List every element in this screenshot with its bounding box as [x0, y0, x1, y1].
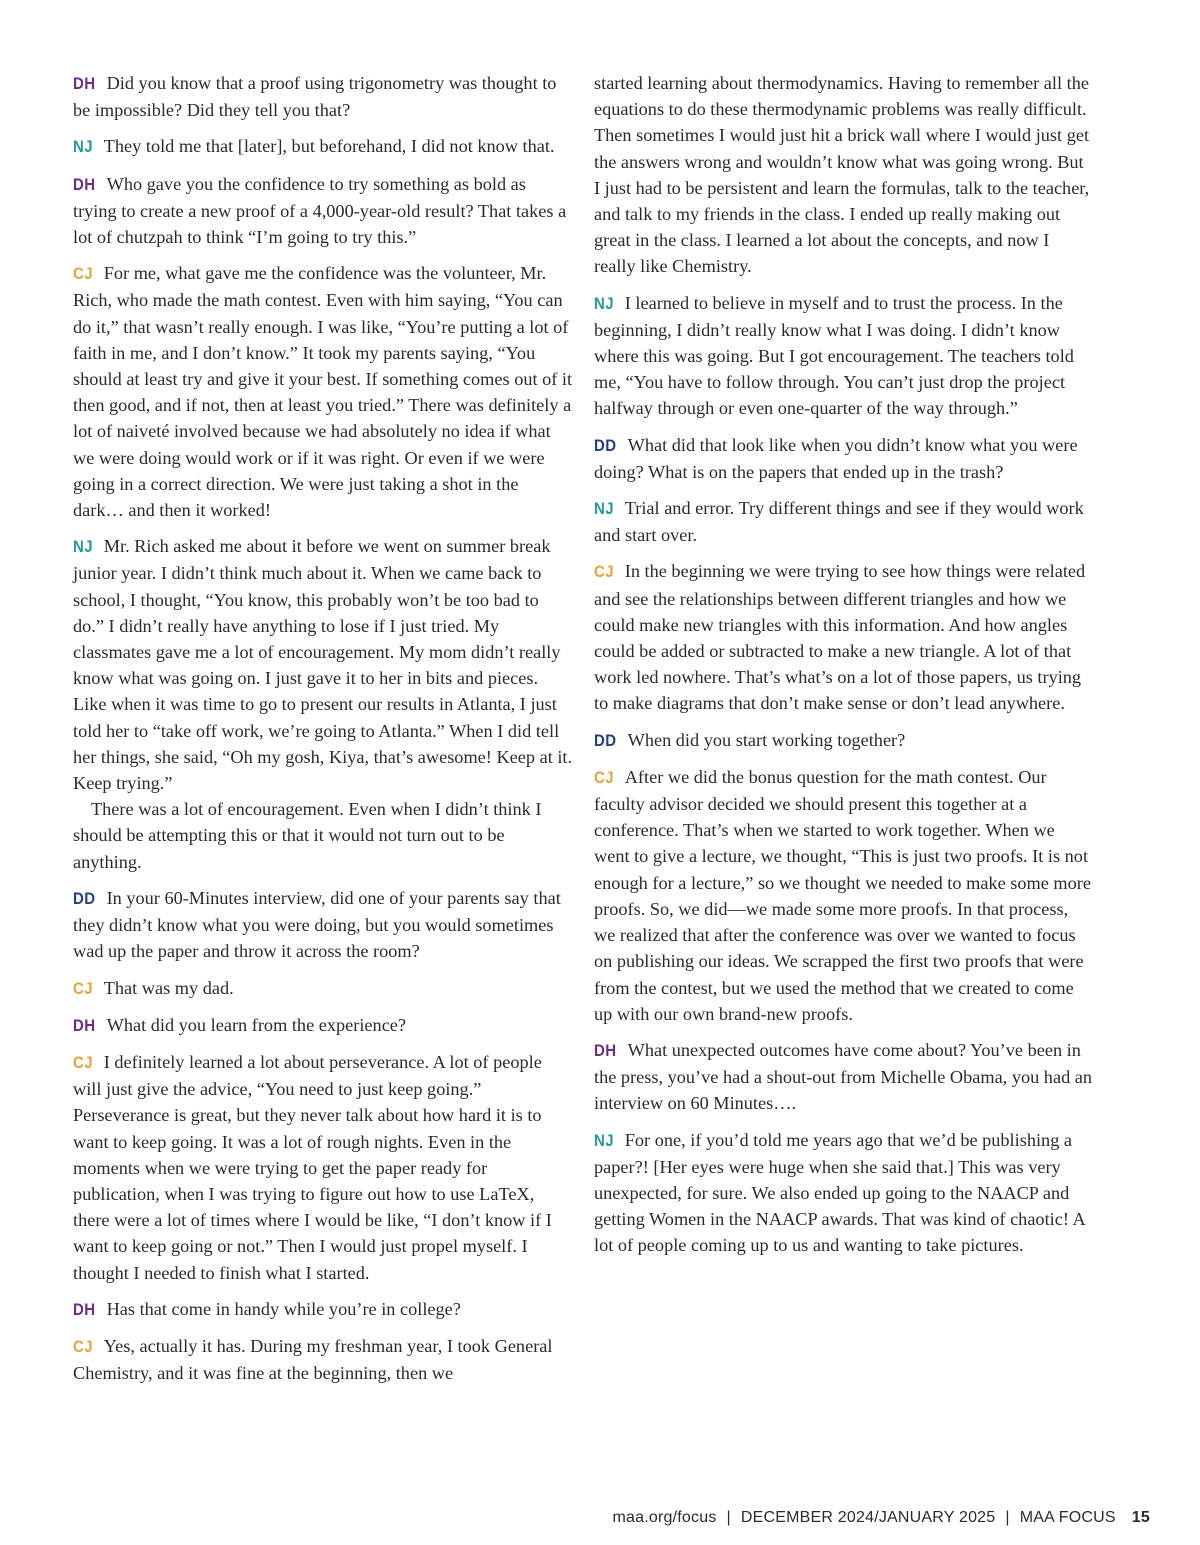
- paragraph-text: For me, what gave me the confidence was the volunteer, Mr. Rich, who made the math contest. Even with him saying, “You can do it,” that wasn’t really enough. I was like, “You’re putting a lot of faith in me, and I don’t know.” It took my parents saying, “You should at least try and give it your best. If something comes out of it then good, and if not, then at least you tried.” There was definitely a lot of naiveté involved because we had absolutely no idea if what we were doing would work or if it was right. Or even if we were going in a correct direction. We were just taking a shot in the dark… and then it worked!: [73, 263, 573, 521]
- paragraph-text: When did you start working together?: [627, 729, 906, 750]
- paragraph-text: What did you learn from the experience?: [106, 1014, 407, 1035]
- speaker-tag: DH: [73, 174, 96, 194]
- footer-publication: MAA FOCUS: [1019, 1509, 1116, 1526]
- paragraph-text: For one, if you’d told me years ago that we’d be publishing a paper?! [Her eyes were huge when she said that.] This was very unexpected, for sure. We also ended up going to the NAACP and getting Women in the NAACP awards. That was kind of chaotic! A lot of people coming up to us and wanting to take pictures.: [594, 1129, 1085, 1256]
- qa-paragraph: [73, 70, 573, 123]
- speaker-tag: DD: [594, 435, 617, 455]
- qa-paragraph: [73, 533, 573, 796]
- continuation-paragraph: [73, 796, 573, 875]
- paragraph-text: Did you know that a proof using trigonometry was thought to be impossible? Did they tell you that?: [73, 73, 557, 121]
- page-footer: [560, 1509, 1150, 1527]
- speaker-tag: CJ: [73, 1336, 94, 1356]
- speaker-tag: CJ: [73, 264, 94, 284]
- left-column: [73, 70, 573, 1396]
- paragraph-text: After we did the bonus question for the math contest. Our faculty advisor decided we should present this together at a conference. That’s when we started to work together. When we went to give a lecture, we thought, “This is just two proofs. It is not enough for a lecture,” so we thought we needed to make some more proofs. So, we did—we made some more proofs. In that process, we realized that after the conference was over we wanted to focus on publishing our ideas. We scrapped the first two proofs that were from the contest, but we used the method that we created to come up with our own brand-new proofs.: [594, 766, 1091, 1024]
- paragraph-text: Has that come in handy while you’re in college?: [106, 1298, 461, 1319]
- qa-paragraph: [594, 1037, 1094, 1117]
- speaker-tag: NJ: [594, 1130, 615, 1150]
- paragraph-text: What did that look like when you didn’t know what you were doing? What is on the papers that ended up in the trash?: [594, 434, 1078, 482]
- speaker-tag: DH: [594, 1040, 617, 1060]
- qa-paragraph: [73, 1049, 573, 1286]
- speaker-tag: DH: [73, 1299, 96, 1319]
- speaker-tag: CJ: [73, 978, 94, 998]
- qa-paragraph: [73, 1333, 573, 1386]
- paragraph-text: Trial and error. Try different things and see if they would work and start over.: [594, 498, 1084, 546]
- footer-issue: DECEMBER 2024/JANUARY 2025: [740, 1509, 996, 1526]
- qa-paragraph: [594, 432, 1094, 485]
- paragraph-text: started learning about thermodynamics. Having to remember all the equations to do these thermodynamic problems was really difficult. Then sometimes I would just hit a brick wall where I would just get the answers wrong and wouldn’t know what was going wrong. But I just had to be persistent and learn the formulas, talk to the teacher, and talk to my friends in the class. I ended up really making out great in the class. I learned a lot about the concepts, and now I really like Chemistry.: [594, 73, 1090, 277]
- qa-paragraph: [73, 171, 573, 251]
- qa-paragraph: [594, 764, 1094, 1027]
- speaker-tag: NJ: [594, 293, 615, 313]
- qa-paragraph: [594, 558, 1094, 716]
- page-number: 15: [1131, 1509, 1150, 1526]
- qa-paragraph: [594, 495, 1094, 548]
- paragraph-text: That was my dad.: [103, 977, 234, 998]
- qa-paragraph: [73, 1296, 573, 1323]
- right-column: [594, 70, 1094, 1269]
- paragraph-text: I learned to believe in myself and to trust the process. In the beginning, I didn’t really know what I was doing. I didn’t know where this was going. But I got encouragement. The teachers told me, “You have to follow through. You can’t just drop the project halfway through or even one-quarter of the way through.”: [594, 292, 1074, 419]
- continuation-paragraph: [594, 70, 1094, 280]
- qa-paragraph: [594, 290, 1094, 422]
- speaker-tag: NJ: [73, 537, 94, 557]
- speaker-tag: CJ: [594, 562, 615, 582]
- speaker-tag: NJ: [594, 499, 615, 519]
- speaker-tag: DH: [73, 74, 96, 93]
- qa-paragraph: [73, 885, 573, 965]
- qa-paragraph: [594, 727, 1094, 754]
- qa-paragraph: [73, 1012, 573, 1039]
- paragraph-text: There was a lot of encouragement. Even when I didn’t think I should be attempting this or that it would not turn out to be anything.: [73, 799, 542, 872]
- paragraph-text: Who gave you the confidence to try something as bold as trying to create a new proof of a 4,000-year-old result? That takes a lot of chutzpah to think “I’m going to try this.”: [73, 173, 567, 248]
- paragraph-text: What unexpected outcomes have come about? You’ve been in the press, you’ve had a shout-out from Michelle Obama, you had an interview on 60 Minutes….: [594, 1039, 1093, 1114]
- qa-paragraph: [73, 133, 573, 160]
- footer-separator: |: [1005, 1509, 1010, 1526]
- paragraph-text: They told me that [later], but beforehand, I did not know that.: [103, 136, 555, 157]
- footer-site-link[interactable]: maa.org/focus: [612, 1509, 717, 1526]
- qa-paragraph: [73, 975, 573, 1002]
- paragraph-text: Yes, actually it has. During my freshman year, I took General Chemistry, and it was fine at the beginning, then we: [73, 1335, 553, 1384]
- speaker-tag: DD: [73, 888, 96, 908]
- speaker-tag: NJ: [73, 137, 94, 157]
- speaker-tag: CJ: [594, 767, 615, 787]
- paragraph-text: In your 60-Minutes interview, did one of your parents say that they didn’t know what you were doing, but you would sometimes wad up the paper and throw it across the room?: [73, 887, 561, 962]
- speaker-tag: CJ: [73, 1052, 94, 1072]
- speaker-tag: DH: [73, 1015, 96, 1035]
- paragraph-text: Mr. Rich asked me about it before we went on summer break junior year. I didn’t think much about it. When we came back to school, I thought, “You know, this probably won’t be too bad to do.” I didn’t really have anything to lose if I just tried. My classmates gave me a lot of encouragement. My mom didn’t really know what was going on. I just gave it to her in bits and pieces. Like when it was time to go to present our results in Atlanta, I just told her to “take off work, we’re going to Atlanta.” When I did tell her things, she said, “Oh my gosh, Kiya, that’s awesome! Keep at it. Keep trying.”: [73, 536, 573, 794]
- speaker-tag: DD: [594, 730, 617, 750]
- qa-paragraph: [594, 1127, 1094, 1259]
- paragraph-text: I definitely learned a lot about perseverance. A lot of people will just give the advice, “You need to just keep going.” Perseverance is great, but they never talk about how hard it is to want to keep going. It was a lot of rough nights. Even in the moments when we were trying to get the paper ready for publication, when I was trying to figure out how to use LaTeX, there were a lot of times where I would be like, “I don’t know if I want to keep going or not.” Then I would just propel myself. I thought I needed to finish what I started.: [73, 1051, 552, 1283]
- qa-paragraph: [73, 260, 573, 523]
- footer-separator: |: [726, 1509, 731, 1526]
- paragraph-text: In the beginning we were trying to see how things were related and see the relationships between different triangles and how we could make new triangles with this information. And how angles could be added or subtracted to make a new triangle. A lot of that work led nowhere. That’s what’s on a lot of those papers, us trying to make diagrams that don’t make sense or don’t lead anywhere.: [594, 561, 1086, 714]
